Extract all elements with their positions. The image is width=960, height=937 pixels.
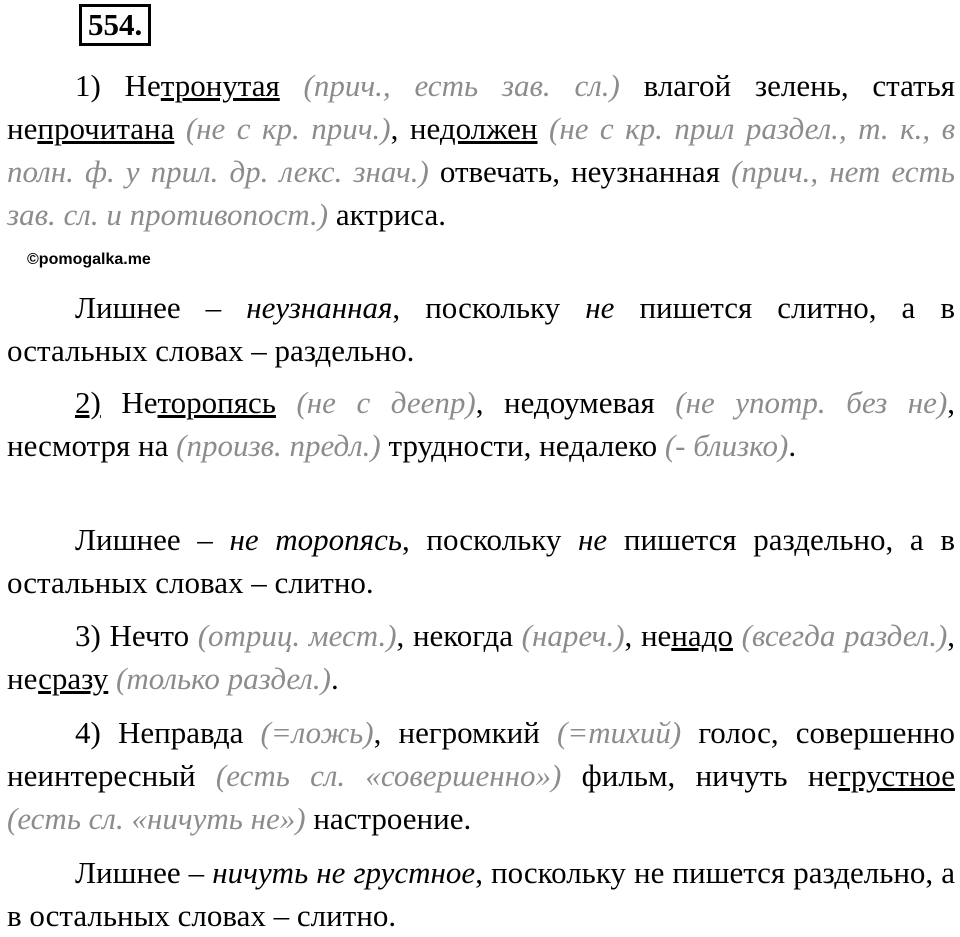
word: некогда	[412, 618, 513, 653]
word: недоумевая	[503, 385, 655, 420]
paragraph-4: Лишнее – не торопясь, поскольку не пишется раздельно, а в остальных словах – слитно.	[7, 522, 955, 600]
word: Нечто	[109, 618, 190, 653]
grammar-comment: (прич., есть зав. сл.)	[303, 68, 620, 103]
word: неинтересный	[7, 758, 196, 793]
word: должен	[439, 111, 538, 146]
grammar-comment: (не с деепр)	[296, 385, 476, 420]
word: не	[7, 111, 38, 146]
item-number: 1)	[75, 68, 101, 103]
word: неузнанная	[571, 154, 720, 189]
paragraph-1: 1) Нетронутая (прич., есть зав. сл.) влагой зелень, статья непрочитана (не с кр. прич.), недолжен (не с кр. прил раздел., т. к., в полн. ф. у прил. др. лекс. знач.) отвечать, неузнанная (прич., нет есть зав. сл. и противопост.) актриса.	[7, 68, 956, 232]
word: торопясь	[157, 385, 276, 420]
grammar-comment: (есть сл. «ничуть не»)	[7, 801, 306, 836]
grammar-comment: (есть сл. «совершенно»)	[215, 758, 562, 793]
watermark: ©pomogalka.me	[27, 251, 151, 268]
word: надо	[671, 618, 733, 653]
word: не	[7, 661, 39, 696]
item-number: 2)	[75, 385, 101, 420]
word: Не	[124, 68, 161, 103]
grammar-comment: (=ложь)	[260, 715, 374, 750]
paragraph-2: Лишнее – неузнанная, поскольку не пишется слитно, а в остальных словах – раздельно.	[7, 290, 956, 368]
paragraph-7: Лишнее – ничуть не грустное, поскольку не пишется раздельно, а в остальных словах – слитно.	[7, 855, 956, 933]
grammar-comment: (произв. предл.)	[176, 428, 381, 463]
exercise-number: 554.	[79, 4, 151, 46]
word: не	[409, 111, 440, 146]
word: Неправда	[117, 715, 244, 750]
grammar-comment: (нареч.)	[521, 618, 625, 653]
grammar-comment: (отриц. мест.)	[197, 618, 397, 653]
grammar-comment: (прич., нет есть зав. сл. и противопост.)	[7, 154, 956, 232]
grammar-comment: (=тихий)	[556, 715, 682, 750]
word: негромкий	[398, 715, 540, 750]
word: Не	[121, 385, 158, 420]
paragraph-6: 4) Неправда (=ложь), негромкий (=тихий) голос, совершенно неинтересный (есть сл. «совершенно») фильм, ничуть негрустное (есть сл. «ничуть не») настроение.	[7, 715, 956, 836]
item-number: 4)	[75, 715, 101, 750]
grammar-comment: (не с кр. прич.)	[185, 111, 391, 146]
paragraph-3: 2) Неторопясь (не с деепр), недоумевая (не употр. без не), несмотря на (произв. предл.) трудности, недалеко (- близко).	[7, 385, 956, 463]
word: не	[807, 758, 839, 793]
word: грустное	[838, 758, 956, 793]
grammar-comment: (не с кр. прил раздел., т. к., в полн. ф. у прил. др. лекс. знач.)	[7, 111, 956, 189]
word: прочитана	[37, 111, 175, 146]
word: не	[640, 618, 672, 653]
word: тронутая	[160, 68, 280, 103]
grammar-comment: (- близко)	[664, 428, 789, 463]
word: сразу	[38, 661, 109, 696]
word: недалеко	[539, 428, 658, 463]
word: несмотря на	[7, 428, 169, 463]
paragraph-5: 3) Нечто (отриц. мест.), некогда (нареч.), ненадо (всегда раздел.), несразу (только раздел.).	[7, 618, 956, 696]
grammar-comment: (только раздел.)	[116, 661, 331, 696]
grammar-comment: (не употр. без не)	[675, 385, 948, 420]
grammar-comment: (всегда раздел.)	[741, 618, 948, 653]
item-number: 3)	[75, 618, 101, 653]
